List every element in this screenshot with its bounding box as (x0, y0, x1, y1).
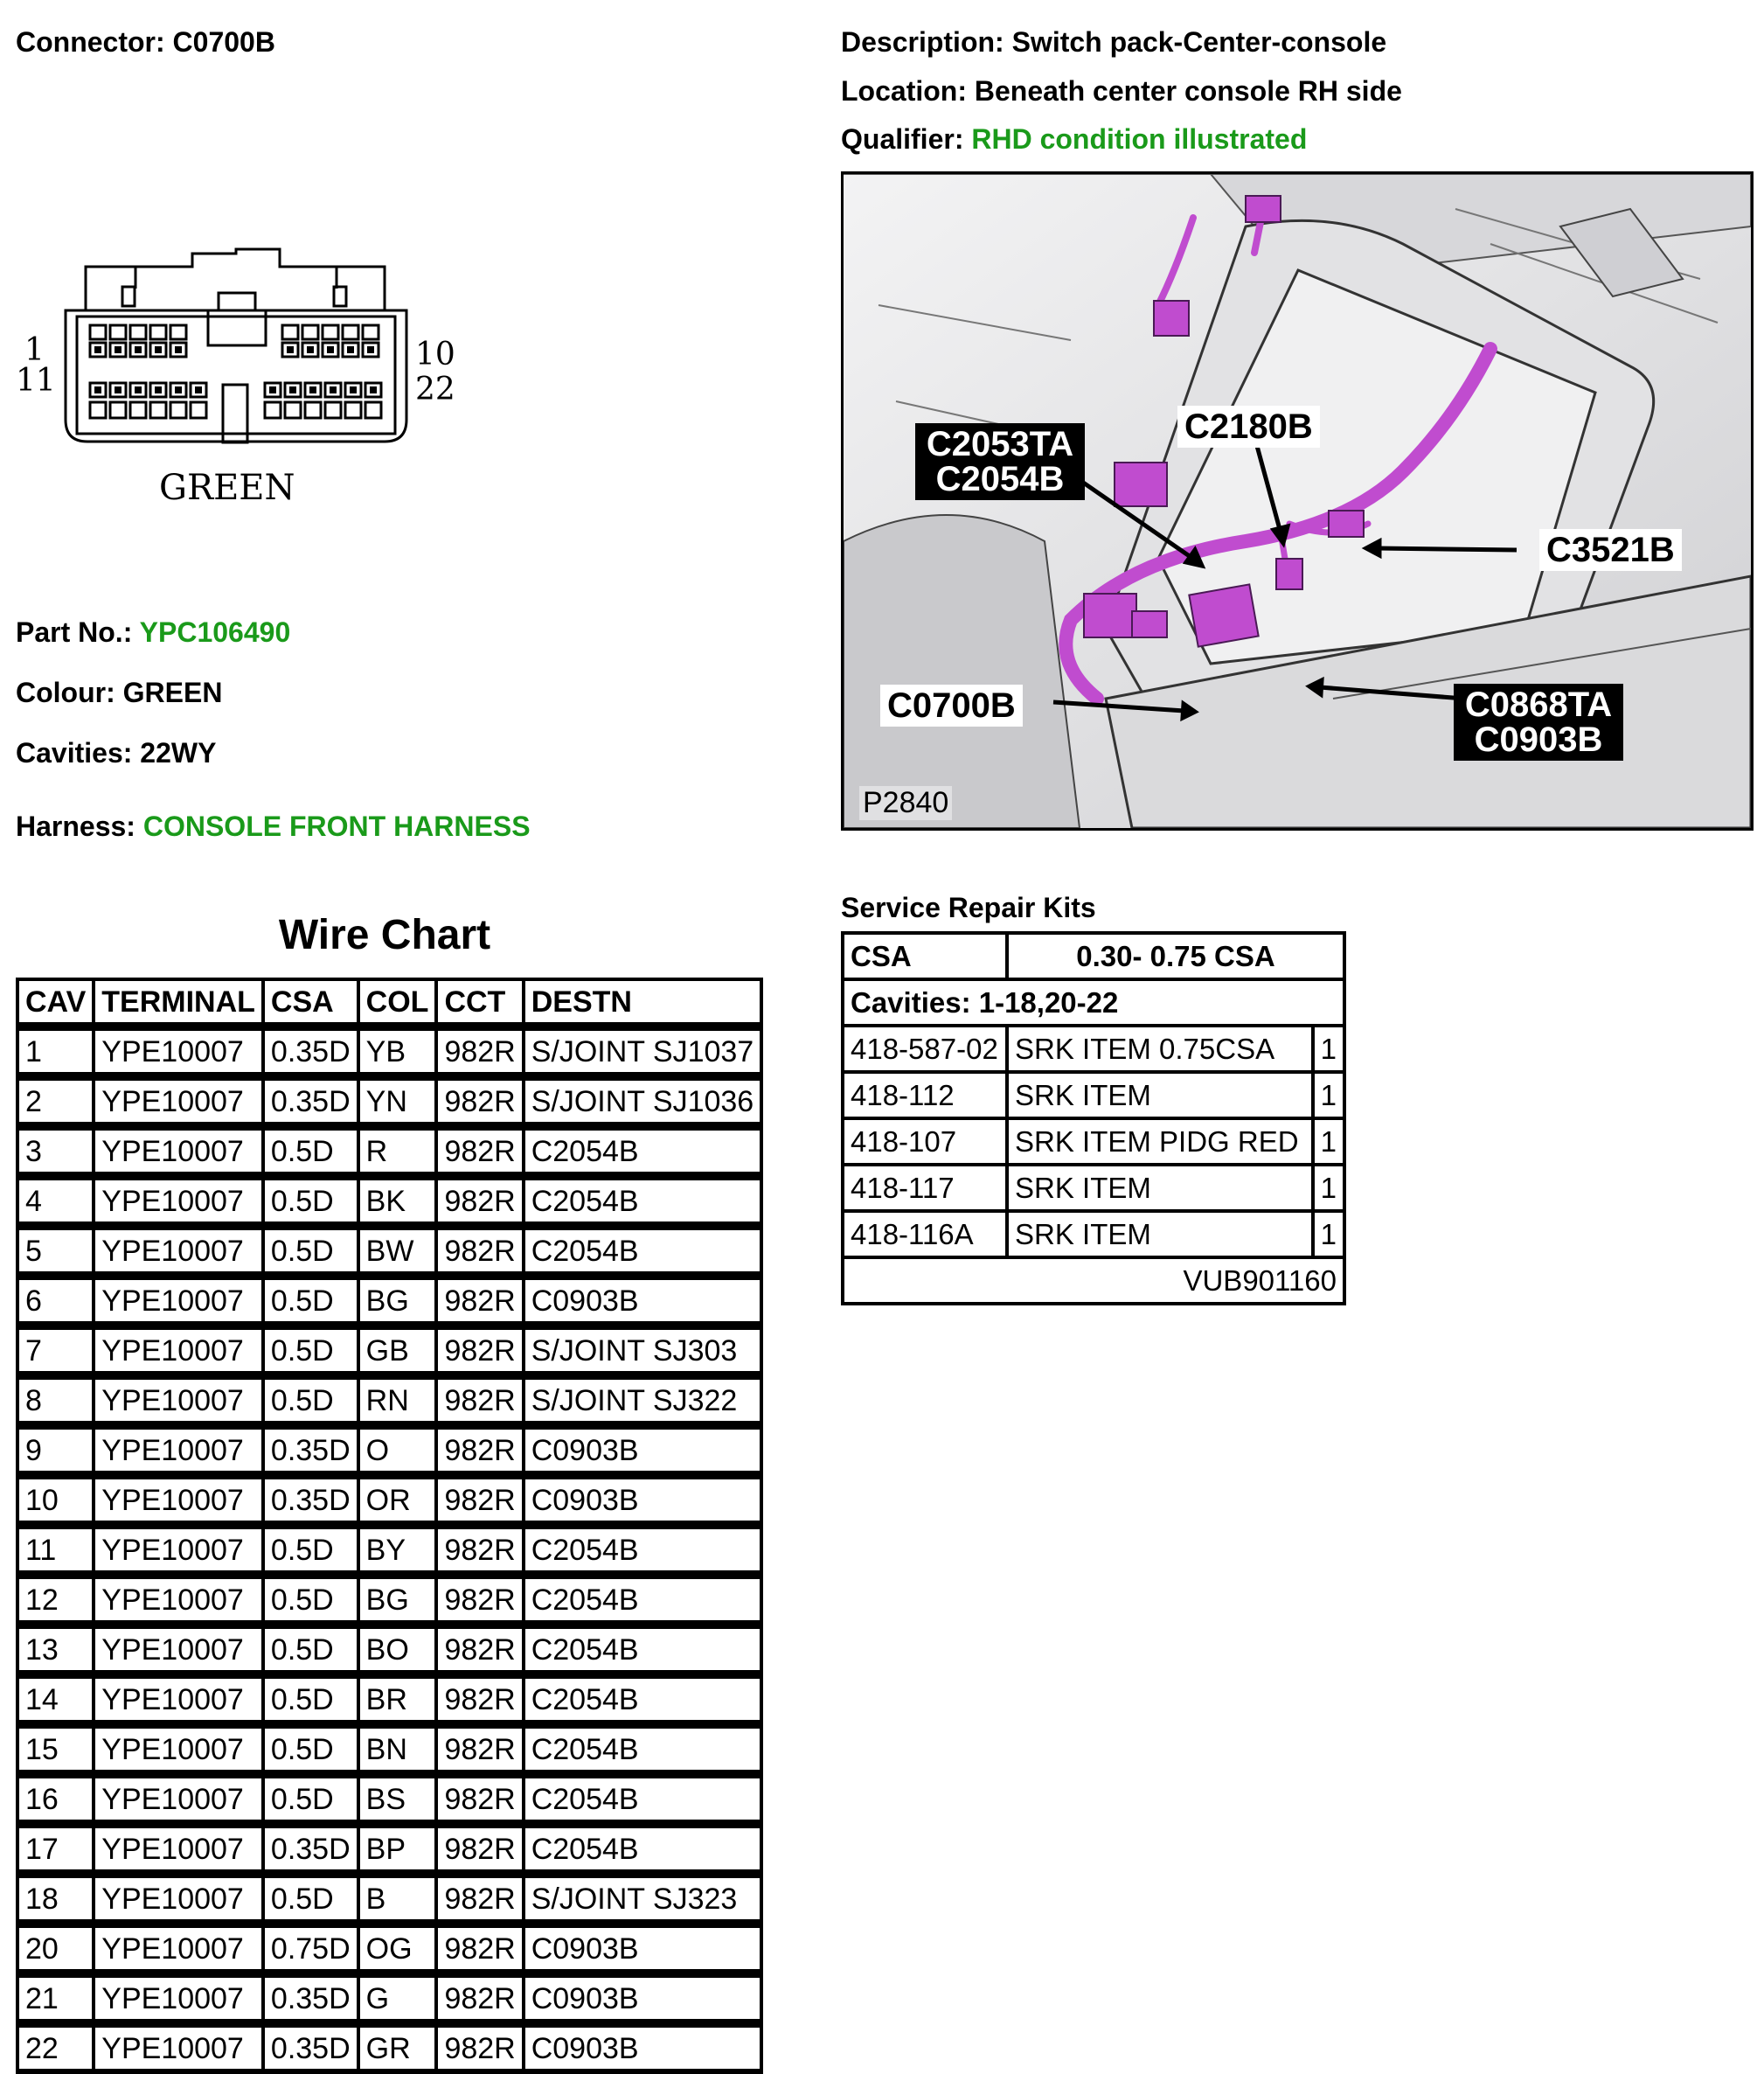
callout-c2054b: C2054B (935, 460, 1065, 498)
table-row (16, 1974, 763, 2024)
table-cell: S/JOINT SJ323 (525, 1875, 764, 1924)
table-row (16, 1625, 763, 1675)
callout-c0868ta: C0868TA (1464, 686, 1613, 724)
colour-label: Colour: (16, 677, 115, 708)
connector-id: C0700B (172, 26, 275, 58)
table-cell: 982R (438, 1625, 524, 1675)
table-cell: RN (360, 1376, 439, 1426)
part-no-line (16, 618, 290, 646)
table-cell: 18 (16, 1875, 95, 1924)
table-cell: 982R (438, 1825, 524, 1875)
table-row (16, 1277, 763, 1326)
wire-chart-body (16, 1027, 763, 2074)
table-cell: C2054B (525, 1775, 764, 1825)
table-cell: 0.35D (265, 2024, 360, 2074)
table-cell: 982R (438, 1177, 524, 1227)
table-cell: C0903B (525, 1277, 764, 1326)
table-cell: S/JOINT SJ322 (525, 1376, 764, 1426)
table-cell: 0.35D (265, 1077, 360, 1127)
table-cell: 20 (16, 1924, 95, 1974)
wire-col-header: CAV (16, 978, 95, 1027)
srk-csa-value: 0.30- 0.75 CSA (1009, 935, 1343, 981)
table-cell: YPE10007 (95, 1924, 265, 1974)
table-cell: 0.35D (265, 1974, 360, 2024)
srk-item-cell: 418-116A (844, 1213, 1009, 1259)
table-cell: 14 (16, 1675, 95, 1725)
table-cell: 11 (16, 1526, 95, 1576)
table-cell: 982R (438, 1725, 524, 1775)
table-cell: BN (360, 1725, 439, 1775)
table-row (16, 1576, 763, 1625)
table-row (16, 1875, 763, 1924)
table-cell: 0.5D (265, 1376, 360, 1426)
cavities-value: 22WY (140, 737, 217, 769)
table-row (16, 1526, 763, 1576)
table-cell: YPE10007 (95, 1426, 265, 1476)
table-cell: C0903B (525, 1924, 764, 1974)
table-cell: GR (360, 2024, 439, 2074)
table-cell: 7 (16, 1326, 95, 1376)
qualifier-value: RHD condition illustrated (971, 123, 1308, 155)
table-cell: 0.35D (265, 1027, 360, 1077)
wire-chart-header-row (16, 978, 763, 1027)
table-row (16, 1177, 763, 1227)
description-label: Description: (841, 26, 1004, 58)
table-cell: C2054B (525, 1177, 764, 1227)
table-cell: YPE10007 (95, 1227, 265, 1277)
srk-item-cell: 1 (1315, 1120, 1343, 1166)
table-cell: 982R (438, 1775, 524, 1825)
table-cell: C0903B (525, 1476, 764, 1526)
table-cell: 9 (16, 1426, 95, 1476)
table-cell: 0.5D (265, 1875, 360, 1924)
table-cell: BG (360, 1277, 439, 1326)
table-cell: YN (360, 1077, 439, 1127)
srk-item-cell: SRK ITEM 0.75CSA (1009, 1027, 1315, 1074)
cavities-label: Cavities: (16, 737, 133, 769)
srk-title: Service Repair Kits (841, 892, 1096, 923)
table-cell: 8 (16, 1376, 95, 1426)
table-cell: YPE10007 (95, 1875, 265, 1924)
srk-item-cell: 418-117 (844, 1166, 1009, 1213)
table-cell: 0.5D (265, 1277, 360, 1326)
table-cell: BR (360, 1675, 439, 1725)
table-cell: 982R (438, 1227, 524, 1277)
table-row (16, 1326, 763, 1376)
wire-chart-title: Wire Chart (278, 912, 491, 958)
callout-c0700b: C0700B (880, 685, 1023, 727)
location-line (841, 77, 1402, 105)
table-cell: BS (360, 1775, 439, 1825)
srk-cavities: Cavities: 1-18,20-22 (844, 981, 1343, 1027)
table-cell: 0.75D (265, 1924, 360, 1974)
table-row (16, 1027, 763, 1077)
table-cell: 982R (438, 1974, 524, 2024)
colour-line (16, 679, 222, 706)
harness-label: Harness: (16, 811, 135, 842)
srk-item-cell: SRK ITEM (1009, 1166, 1315, 1213)
table-cell: 13 (16, 1625, 95, 1675)
table-cell: 0.5D (265, 1326, 360, 1376)
srk-item-cell: SRK ITEM (1009, 1074, 1315, 1120)
table-cell: 982R (438, 1675, 524, 1725)
connector-heading (16, 28, 275, 56)
description-value: Switch pack-Center-console (1011, 26, 1387, 58)
table-cell: 0.5D (265, 1526, 360, 1576)
table-cell: 12 (16, 1576, 95, 1625)
callout-c3521b: C3521B (1539, 529, 1682, 571)
pin-label-10: 10 (415, 337, 455, 372)
connector-face-diagram (16, 245, 481, 525)
table-cell: 0.5D (265, 1625, 360, 1675)
table-cell: 1 (16, 1027, 95, 1077)
wire-chart-table (16, 978, 763, 2074)
table-cell: BW (360, 1227, 439, 1277)
srk-item-cell: 418-107 (844, 1120, 1009, 1166)
srk-item-row (844, 1120, 1343, 1166)
harness-line (16, 812, 531, 840)
callout-c0903b: C0903B (1474, 720, 1603, 759)
table-cell: YB (360, 1027, 439, 1077)
location-label: Location: (841, 75, 967, 107)
part-no-value: YPC106490 (139, 616, 291, 648)
table-cell: YPE10007 (95, 1077, 265, 1127)
table-cell: 982R (438, 1476, 524, 1526)
table-cell: BP (360, 1825, 439, 1875)
table-row (16, 1825, 763, 1875)
table-cell: C2054B (525, 1526, 764, 1576)
table-cell: YPE10007 (95, 1775, 265, 1825)
srk-item-cell: SRK ITEM (1009, 1213, 1315, 1259)
table-cell: YPE10007 (95, 1625, 265, 1675)
table-cell: 15 (16, 1725, 95, 1775)
table-cell: S/JOINT SJ1037 (525, 1027, 764, 1077)
table-cell: C2054B (525, 1127, 764, 1177)
table-cell: 21 (16, 1974, 95, 2024)
table-cell: 0.5D (265, 1725, 360, 1775)
table-row (16, 1376, 763, 1426)
srk-item-cell: 1 (1315, 1166, 1343, 1213)
table-cell: 0.35D (265, 1825, 360, 1875)
table-cell: 16 (16, 1775, 95, 1825)
wire-col-header: DESTN (525, 978, 764, 1027)
part-no-label: Part No.: (16, 616, 133, 648)
table-cell: G (360, 1974, 439, 2024)
connector-color-text: GREEN (159, 468, 295, 508)
srk-item-cell: 1 (1315, 1213, 1343, 1259)
location-illustration (841, 171, 1754, 831)
connector-label: Connector: (16, 26, 165, 58)
table-row (16, 1725, 763, 1775)
srk-item-row (844, 1166, 1343, 1213)
table-cell: 4 (16, 1177, 95, 1227)
callout-c2180b: C2180B (1177, 406, 1320, 448)
table-cell: 0.5D (265, 1127, 360, 1177)
srk-item-cell: 418-112 (844, 1074, 1009, 1120)
table-cell: YPE10007 (95, 1725, 265, 1775)
table-row (16, 1924, 763, 1974)
table-row (16, 2024, 763, 2074)
table-row (16, 1775, 763, 1825)
table-cell: YPE10007 (95, 1027, 265, 1077)
table-cell: 982R (438, 1127, 524, 1177)
table-cell: 10 (16, 1476, 95, 1526)
table-cell: 6 (16, 1277, 95, 1326)
table-cell: B (360, 1875, 439, 1924)
table-cell: YPE10007 (95, 1476, 265, 1526)
srk-item-cell: 1 (1315, 1027, 1343, 1074)
wire-col-header: COL (360, 978, 439, 1027)
srk-item-cell: 418-587-02 (844, 1027, 1009, 1074)
figure-id: P2840 (859, 786, 952, 820)
table-cell: 982R (438, 1526, 524, 1576)
description-line (841, 28, 1386, 56)
qualifier-line (841, 125, 1307, 153)
table-cell: 982R (438, 2024, 524, 2074)
table-cell: OG (360, 1924, 439, 1974)
table-cell: 0.35D (265, 1476, 360, 1526)
table-cell: 17 (16, 1825, 95, 1875)
table-cell: 982R (438, 1924, 524, 1974)
table-row (16, 1476, 763, 1526)
table-cell: YPE10007 (95, 1576, 265, 1625)
colour-value: GREEN (122, 677, 223, 708)
table-cell: S/JOINT SJ1036 (525, 1077, 764, 1127)
location-value: Beneath center console RH side (974, 75, 1402, 107)
table-cell: YPE10007 (95, 1825, 265, 1875)
table-cell: 982R (438, 1077, 524, 1127)
table-cell: C2054B (525, 1227, 764, 1277)
table-cell: 22 (16, 2024, 95, 2074)
table-cell: C0903B (525, 1426, 764, 1476)
table-row (16, 1675, 763, 1725)
table-cell: 0.5D (265, 1177, 360, 1227)
table-row (16, 1227, 763, 1277)
table-cell: YPE10007 (95, 1376, 265, 1426)
table-cell: YPE10007 (95, 2024, 265, 2074)
table-cell: YPE10007 (95, 1127, 265, 1177)
table-cell: BG (360, 1576, 439, 1625)
srk-item-row (844, 1027, 1343, 1074)
table-cell: C2054B (525, 1675, 764, 1725)
harness-value: CONSOLE FRONT HARNESS (142, 811, 531, 842)
table-cell: 982R (438, 1376, 524, 1426)
pin-label-22: 22 (415, 372, 455, 407)
srk-item-cell: SRK ITEM PIDG RED (1009, 1120, 1315, 1166)
table-row (16, 1426, 763, 1476)
srk-items (844, 1027, 1343, 1259)
table-cell: C2054B (525, 1625, 764, 1675)
table-cell: 982R (438, 1027, 524, 1077)
srk-footer: VUB901160 (1183, 1263, 1337, 1297)
srk-cavities-row (844, 981, 1343, 1027)
table-cell: C2054B (525, 1825, 764, 1875)
table-cell: 3 (16, 1127, 95, 1177)
srk-item-row (844, 1074, 1343, 1120)
table-cell: 0.5D (265, 1576, 360, 1625)
srk-csa-label: CSA (844, 935, 1009, 981)
table-cell: 982R (438, 1277, 524, 1326)
table-cell: YPE10007 (95, 1326, 265, 1376)
table-cell: 982R (438, 1426, 524, 1476)
wire-col-header: TERMINAL (95, 978, 265, 1027)
wire-col-header: CCT (438, 978, 524, 1027)
srk-footer-row (844, 1259, 1343, 1302)
table-row (16, 1077, 763, 1127)
table-cell: OR (360, 1476, 439, 1526)
table-cell: 0.5D (265, 1775, 360, 1825)
table-cell: 5 (16, 1227, 95, 1277)
cavities-line (16, 739, 216, 767)
srk-item-cell: 1 (1315, 1074, 1343, 1120)
table-cell: 0.5D (265, 1675, 360, 1725)
table-cell: C2054B (525, 1576, 764, 1625)
table-cell: O (360, 1426, 439, 1476)
pin-label-11: 11 (16, 363, 56, 399)
table-cell: 982R (438, 1326, 524, 1376)
srk-table (841, 931, 1346, 1305)
qualifier-label: Qualifier: (841, 123, 964, 155)
wire-col-header: CSA (265, 978, 360, 1027)
table-cell: 982R (438, 1576, 524, 1625)
table-row (16, 1127, 763, 1177)
table-cell: YPE10007 (95, 1526, 265, 1576)
table-cell: BY (360, 1526, 439, 1576)
callout-c0868ta-c0903b (1454, 684, 1623, 761)
pin-label-1: 1 (24, 332, 45, 368)
table-cell: 0.35D (265, 1426, 360, 1476)
callout-c2053ta-c2054b (915, 423, 1085, 500)
table-cell: C0903B (525, 1974, 764, 2024)
table-cell: 0.5D (265, 1227, 360, 1277)
table-cell: R (360, 1127, 439, 1177)
srk-csa-row (844, 935, 1343, 981)
callout-c2053ta: C2053TA (926, 425, 1074, 463)
table-cell: GB (360, 1326, 439, 1376)
table-cell: 982R (438, 1875, 524, 1924)
table-cell: C0903B (525, 2024, 764, 2074)
table-cell: 2 (16, 1077, 95, 1127)
table-cell: BO (360, 1625, 439, 1675)
table-cell: YPE10007 (95, 1974, 265, 2024)
srk-item-row (844, 1213, 1343, 1259)
table-cell: S/JOINT SJ303 (525, 1326, 764, 1376)
table-cell: C2054B (525, 1725, 764, 1775)
table-cell: YPE10007 (95, 1675, 265, 1725)
table-cell: BK (360, 1177, 439, 1227)
table-cell: YPE10007 (95, 1277, 265, 1326)
table-cell: YPE10007 (95, 1177, 265, 1227)
